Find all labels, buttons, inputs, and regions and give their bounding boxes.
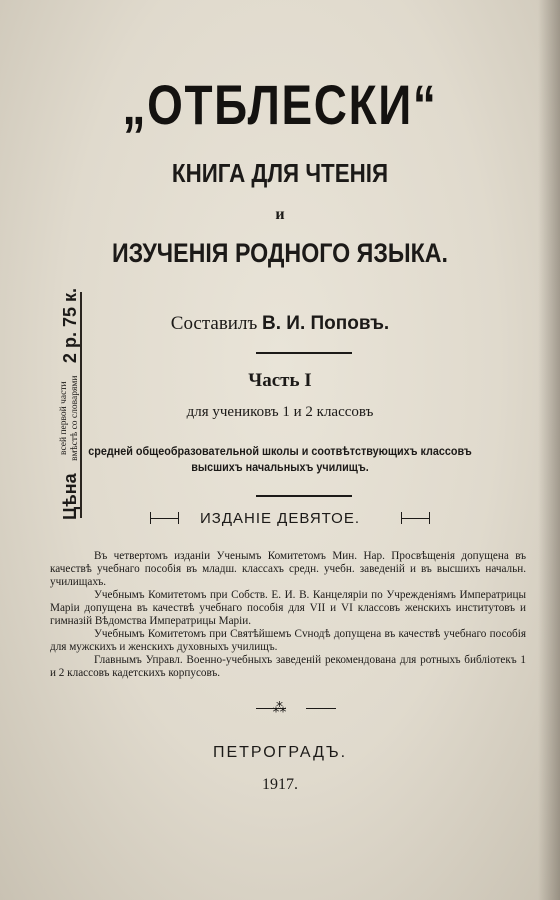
price-stamp-border bbox=[80, 292, 82, 518]
subtitle-line-2: ИЗУЧЕНIЯ РОДНОГО ЯЗЫКА. bbox=[111, 238, 448, 268]
approval-paragraph: Учебнымъ Комитетомъ при Святѣйшемъ Сvнодѣ допущена въ качествѣ учебнаго пособiя для мужскихъ и женскихъ духовныхъ училищъ. bbox=[50, 628, 526, 653]
subtitle-line-1: КНИГА ДЛЯ ЧТЕНIЯ bbox=[171, 158, 389, 188]
page-edge-shadow bbox=[538, 0, 560, 900]
divider-rule bbox=[256, 495, 352, 497]
audience-line: для учениковъ 1 и 2 классовъ bbox=[186, 404, 374, 420]
author-prefix: Составилъ bbox=[170, 313, 258, 334]
divider-rule bbox=[256, 352, 352, 354]
author-name: В. И. Поповъ. bbox=[262, 313, 390, 334]
price-value: 2 р. 75 к. bbox=[59, 288, 80, 364]
approval-paragraph: Въ четвертомъ изданiи Ученымъ Комитетомъ Мин. Нар. Просвѣщенiя допущена въ качествѣ учебнаго пособiя въ младш. классахъ средн. учебн. заведенiй и въ высшихъ начальн. училищахъ. bbox=[50, 550, 526, 588]
schools-line-2: высшихъ начальныхъ училищъ. bbox=[191, 460, 369, 474]
ornament-icon: ⁂ bbox=[272, 701, 288, 716]
approval-paragraph: Учебнымъ Комитетомъ при Собств. Е. И. В. Канцелярiи по Учрежденiямъ Императрицы Марiи допущена въ качествѣ учебнаго пособiя для VII и VI классовъ женскихъ институтовъ и гимназiй Вѣдомства Императрицы Марiи. bbox=[50, 589, 526, 627]
schools-description bbox=[28, 443, 532, 475]
publication-city: ПЕТРОГРАДЪ. bbox=[212, 744, 348, 761]
price-stamp bbox=[52, 288, 88, 520]
part-number: Часть I bbox=[248, 370, 312, 391]
price-word: Цѣна bbox=[59, 473, 80, 520]
schools-line-1: средней общеобразовательной школы и соотвѣтствующихъ классовъ bbox=[88, 444, 472, 458]
publication-year: 1917. bbox=[262, 776, 298, 793]
edition-label: ИЗДАНIЕ ДЕВЯТОЕ. bbox=[199, 510, 360, 527]
approval-notes bbox=[50, 550, 526, 680]
subtitle-conjunction: и bbox=[275, 206, 285, 223]
price-note: всей первой части вмѣстѣ со словарями bbox=[59, 375, 80, 461]
ornament-line bbox=[306, 708, 336, 709]
book-title: „ОТБЛЕСКИ“ bbox=[122, 73, 438, 136]
approval-paragraph: Главнымъ Управл. Военно-учебныхъ заведенiй рекомендована для ротныхъ библiотекъ 1 и 2 классовъ кадетскихъ корпусовъ. bbox=[50, 654, 526, 679]
